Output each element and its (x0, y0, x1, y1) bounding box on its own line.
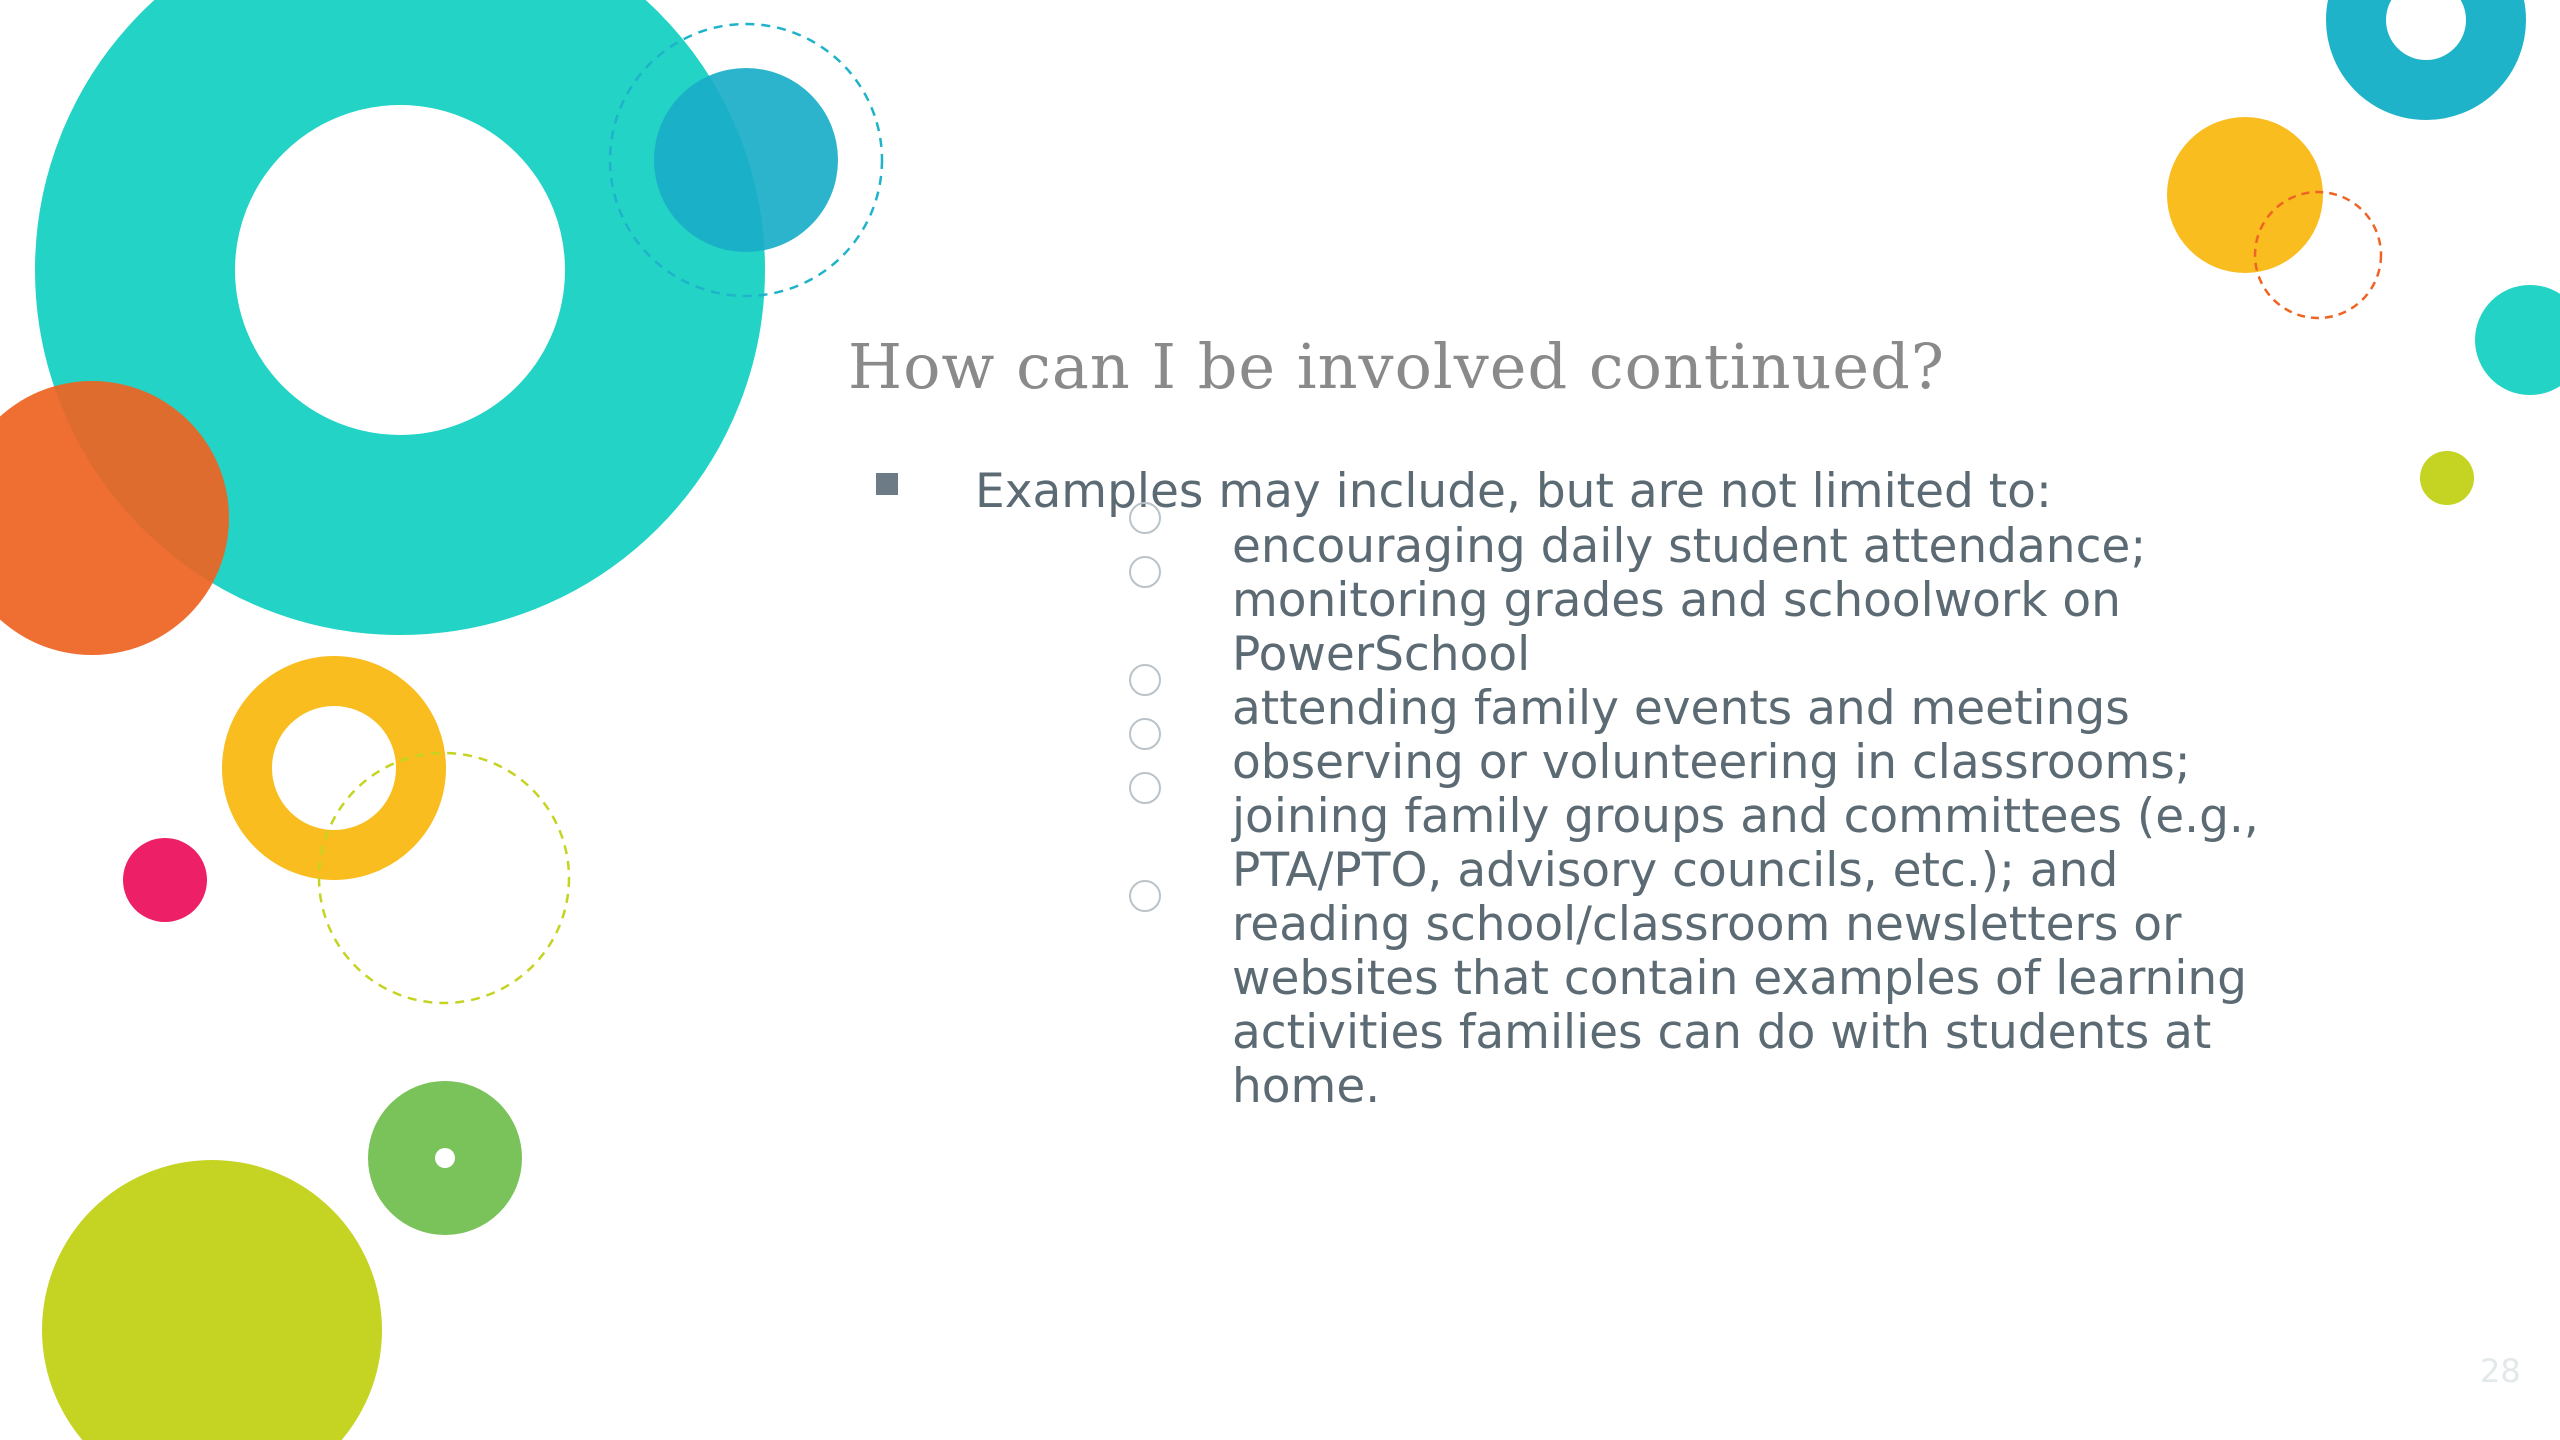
list-item-text: joining family groups and committees (e.g., PTA/PTO, advisory councils, etc.); and (1232, 789, 2259, 898)
circle-bullet-icon (1129, 664, 1161, 696)
lime-circle (42, 1160, 382, 1440)
bullet-intro (975, 465, 2375, 519)
lime-dashed-circle (319, 753, 569, 1003)
list-item (1232, 790, 2292, 898)
list-item-text: observing or volunteering in classrooms; (1232, 735, 2191, 790)
circle-bullet-icon (1129, 772, 1161, 804)
top-right-blue-ring (2356, 0, 2496, 90)
list-item (1232, 736, 2292, 790)
right-teal-circle (2475, 285, 2560, 395)
list-item (1232, 574, 2292, 682)
yellow-ring (247, 681, 421, 855)
circle-bullet-icon (1129, 880, 1161, 912)
circle-bullet-icon (1129, 718, 1161, 750)
list-item (1232, 898, 2292, 1114)
blue-circle (654, 68, 838, 252)
green-ring-center (435, 1148, 455, 1168)
pink-dot (123, 838, 207, 922)
top-right-yellow-circle (2167, 117, 2323, 273)
square-bullet-icon (876, 473, 898, 495)
circle-bullet-icon (1129, 502, 1161, 534)
list-item-text: reading school/classroom newsletters or websites that contain examples of learning activities families can do with students at home. (1232, 897, 2247, 1114)
list-item-text: attending family events and meetings (1232, 681, 2130, 736)
list-item (1232, 682, 2292, 736)
list-item (1232, 520, 2292, 574)
intro-text: Examples may include, but are not limited to: (975, 464, 2052, 519)
slide-number: 28 (2480, 1352, 2521, 1390)
small-lime-dot (2420, 451, 2474, 505)
slide-title: How can I be involved continued? (848, 330, 1946, 403)
list-item-text: monitoring grades and schoolwork on PowerSchool (1232, 573, 2121, 682)
teal-ring (135, 5, 665, 535)
circle-bullet-icon (1129, 556, 1161, 588)
list-item-text: encouraging daily student attendance; (1232, 519, 2147, 574)
